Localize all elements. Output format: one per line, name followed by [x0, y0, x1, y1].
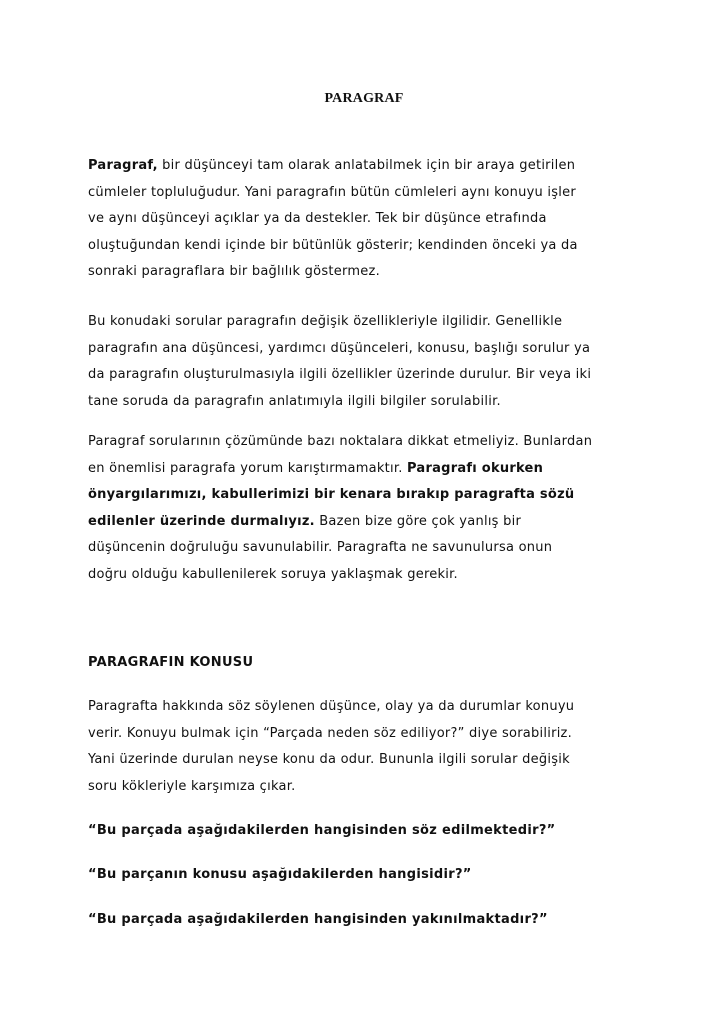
text-line: sonraki paragraflara bir bağlılık göstermez. — [88, 264, 380, 280]
paragraph-tips — [88, 429, 653, 589]
bold-emphasis: Paragrafı okurken — [407, 460, 544, 476]
text-line: düşüncenin doğruluğu savunulabilir. Paragrafta ne savunulursa onun — [88, 540, 553, 556]
sample-question-3: “Bu parçada aşağıdakilerden hangisinden yakınılmaktadır?” — [88, 912, 548, 927]
section-heading: PARAGRAFIN KONUSU — [88, 655, 254, 670]
text-line: Yani üzerinde durulan neyse konu da odur. Bununla ilgili sorular değişik — [88, 752, 570, 768]
text-line: oluştuğundan kendi içinde bir bütünlük gösterir; kendinden önceki ya da — [88, 237, 578, 253]
bold-emphasis: edilenler üzerinde durmalıyız. — [88, 513, 315, 529]
text-line: tane soruda da paragrafın anlatımıyla ilgili bilgiler sorulabilir. — [88, 393, 501, 409]
text-line: Paragraf, bir düşünceyi tam olarak anlatabilmek için bir araya getirilen — [88, 158, 576, 173]
text-line: Paragrafta hakkında söz söylenen düşünce, olay ya da durumlar konuyu — [88, 699, 575, 714]
page-title: PARAGRAF — [324, 91, 404, 106]
text-line: ve aynı düşünceyi açıklar ya da destekler. Tek bir düşünce etrafında — [88, 211, 547, 227]
bold-emphasis: önyargılarımızı, kabullerimizi bir kenara bırakıp paragrafta sözü — [88, 487, 575, 503]
text-line: en önemlisi paragrafa yorum karıştırmamaktır. Paragrafı okurken — [88, 460, 544, 476]
paragraph-definition — [88, 153, 653, 286]
sample-question-2: “Bu parçanın konusu aşağıdakilerden hangisidir?” — [88, 867, 472, 882]
text-line: verir. Konuyu bulmak için “Parçada neden söz ediliyor?” diye sorabiliriz. — [88, 725, 573, 741]
paragraph-question-types — [88, 309, 653, 415]
text-line: paragrafın ana düşüncesi, yardımcı düşünceleri, konusu, başlığı sorulur ya — [88, 340, 591, 356]
text-line — [88, 482, 653, 509]
bold-term: Paragraf, — [88, 158, 158, 173]
text-line: da paragrafın oluşturulmasıyla ilgili özellikler üzerinde durulur. Bir veya iki — [88, 367, 592, 383]
text-line: doğru olduğu kabullenilerek soruya yaklaşmak gerekir. — [88, 566, 458, 582]
text-line: soru kökleriyle karşımıza çıkar. — [88, 778, 296, 794]
text-line: cümleler topluluğudur. Yani paragrafın bütün cümleleri aynı konuyu işler — [88, 184, 577, 200]
text-line: Paragraf sorularının çözümünde bazı noktalara dikkat etmeliyiz. Bunlardan — [88, 434, 593, 449]
text-line: edilenler üzerinde durmalıyız. Bazen bize göre çok yanlış bir — [88, 513, 522, 529]
text-line: Bu konudaki sorular paragrafın değişik özellikleriyle ilgilidir. Genellikle — [88, 314, 563, 329]
sample-question-1: “Bu parçada aşağıdakilerden hangisinden söz edilmektedir?” — [88, 823, 556, 838]
paragraph-topic — [88, 694, 653, 800]
